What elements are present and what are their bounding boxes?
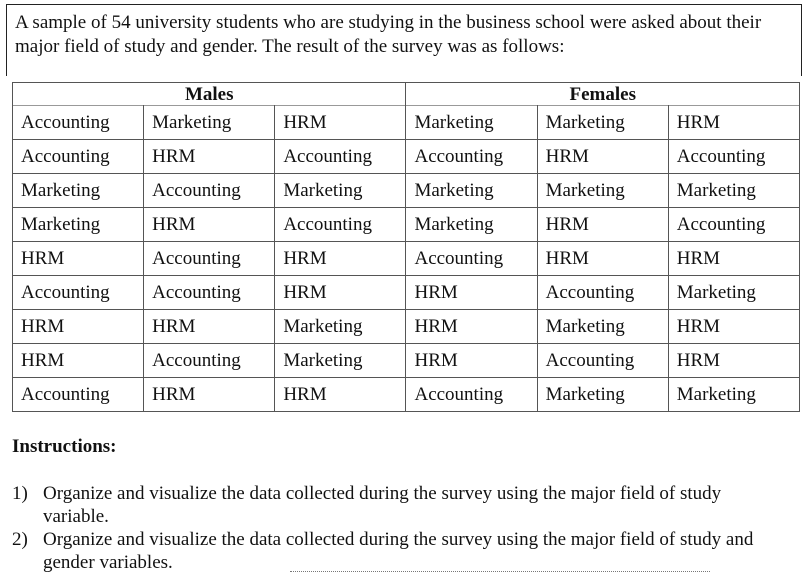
table-cell: HRM <box>668 310 799 344</box>
table-cell: Accounting <box>13 276 144 310</box>
table-cell: Accounting <box>144 242 275 276</box>
table-cell: Accounting <box>668 140 799 174</box>
table-cell: Marketing <box>275 344 406 378</box>
instruction-text-line: variable. <box>43 506 109 527</box>
table-cell: Marketing <box>537 106 668 140</box>
table-cell: Accounting <box>13 140 144 174</box>
instructions-heading: Instructions: <box>12 436 117 457</box>
table-cell: HRM <box>275 276 406 310</box>
table-cell: HRM <box>144 378 275 412</box>
table-row <box>13 276 800 310</box>
table-cell: Accounting <box>144 344 275 378</box>
table-cell: Marketing <box>275 174 406 208</box>
table-cell: Accounting <box>275 140 406 174</box>
females-header: Females <box>406 83 800 106</box>
table-row <box>13 344 800 378</box>
table-cell: HRM <box>668 344 799 378</box>
instruction-text-line: gender variables. <box>43 552 173 573</box>
table-cell: Accounting <box>13 106 144 140</box>
table-cell: Accounting <box>406 242 537 276</box>
table-cell: Marketing <box>668 378 799 412</box>
table-cell: HRM <box>537 242 668 276</box>
instruction-number: 2) <box>12 529 28 550</box>
group-header-row <box>13 83 800 106</box>
instruction-text-line: Organize and visualize the data collected during the survey using the major field of study <box>43 483 722 504</box>
table-cell: Accounting <box>144 174 275 208</box>
table-cell: Marketing <box>406 208 537 242</box>
table-cell: Marketing <box>13 208 144 242</box>
table-cell: HRM <box>144 140 275 174</box>
males-header: Males <box>13 83 406 106</box>
instruction-text-line: Organize and visualize the data collected during the survey using the major field of study and <box>43 529 754 550</box>
table-cell: HRM <box>144 208 275 242</box>
table-cell: HRM <box>406 344 537 378</box>
table-row <box>13 208 800 242</box>
table-row <box>13 174 800 208</box>
table-row <box>13 106 800 140</box>
table-cell: HRM <box>13 344 144 378</box>
table-cell: HRM <box>13 310 144 344</box>
intro-paragraph <box>6 4 802 76</box>
table-cell: Marketing <box>406 106 537 140</box>
table-cell: HRM <box>13 242 144 276</box>
table-cell: HRM <box>144 310 275 344</box>
table-row <box>13 310 800 344</box>
table-cell: HRM <box>668 242 799 276</box>
table-cell: HRM <box>275 378 406 412</box>
instruction-item <box>12 528 802 574</box>
instructions-list <box>12 482 802 574</box>
table-cell: Accounting <box>406 140 537 174</box>
intro-line-1: A sample of 54 university students who are studying in the business school were asked about their <box>15 12 762 33</box>
instruction-item <box>12 482 802 528</box>
table-row <box>13 242 800 276</box>
table-cell: Marketing <box>406 174 537 208</box>
table-cell: HRM <box>668 106 799 140</box>
table-cell: Marketing <box>13 174 144 208</box>
table-row <box>13 140 800 174</box>
instruction-number: 1) <box>12 483 28 504</box>
table-row <box>13 378 800 412</box>
table-cell: HRM <box>406 310 537 344</box>
table-cell: Accounting <box>144 276 275 310</box>
table-cell: Marketing <box>668 174 799 208</box>
survey-table <box>12 82 800 412</box>
table-cell: Accounting <box>13 378 144 412</box>
table-cell: Accounting <box>537 276 668 310</box>
table-cell: Marketing <box>668 276 799 310</box>
table-cell: HRM <box>537 208 668 242</box>
table-cell: HRM <box>275 242 406 276</box>
table-cell: Accounting <box>537 344 668 378</box>
table-cell: Marketing <box>537 310 668 344</box>
table-cell: Marketing <box>144 106 275 140</box>
table-cell: Accounting <box>406 378 537 412</box>
table-cell: HRM <box>406 276 537 310</box>
table-cell: Marketing <box>537 174 668 208</box>
table-cell: Accounting <box>275 208 406 242</box>
table-cell: HRM <box>275 106 406 140</box>
table-cell: Marketing <box>275 310 406 344</box>
cropped-next-line <box>290 571 710 576</box>
table-cell: Marketing <box>537 378 668 412</box>
table-cell: HRM <box>537 140 668 174</box>
intro-line-2: major field of study and gender. The result of the survey was as follows: <box>15 36 565 57</box>
table-cell: Accounting <box>668 208 799 242</box>
